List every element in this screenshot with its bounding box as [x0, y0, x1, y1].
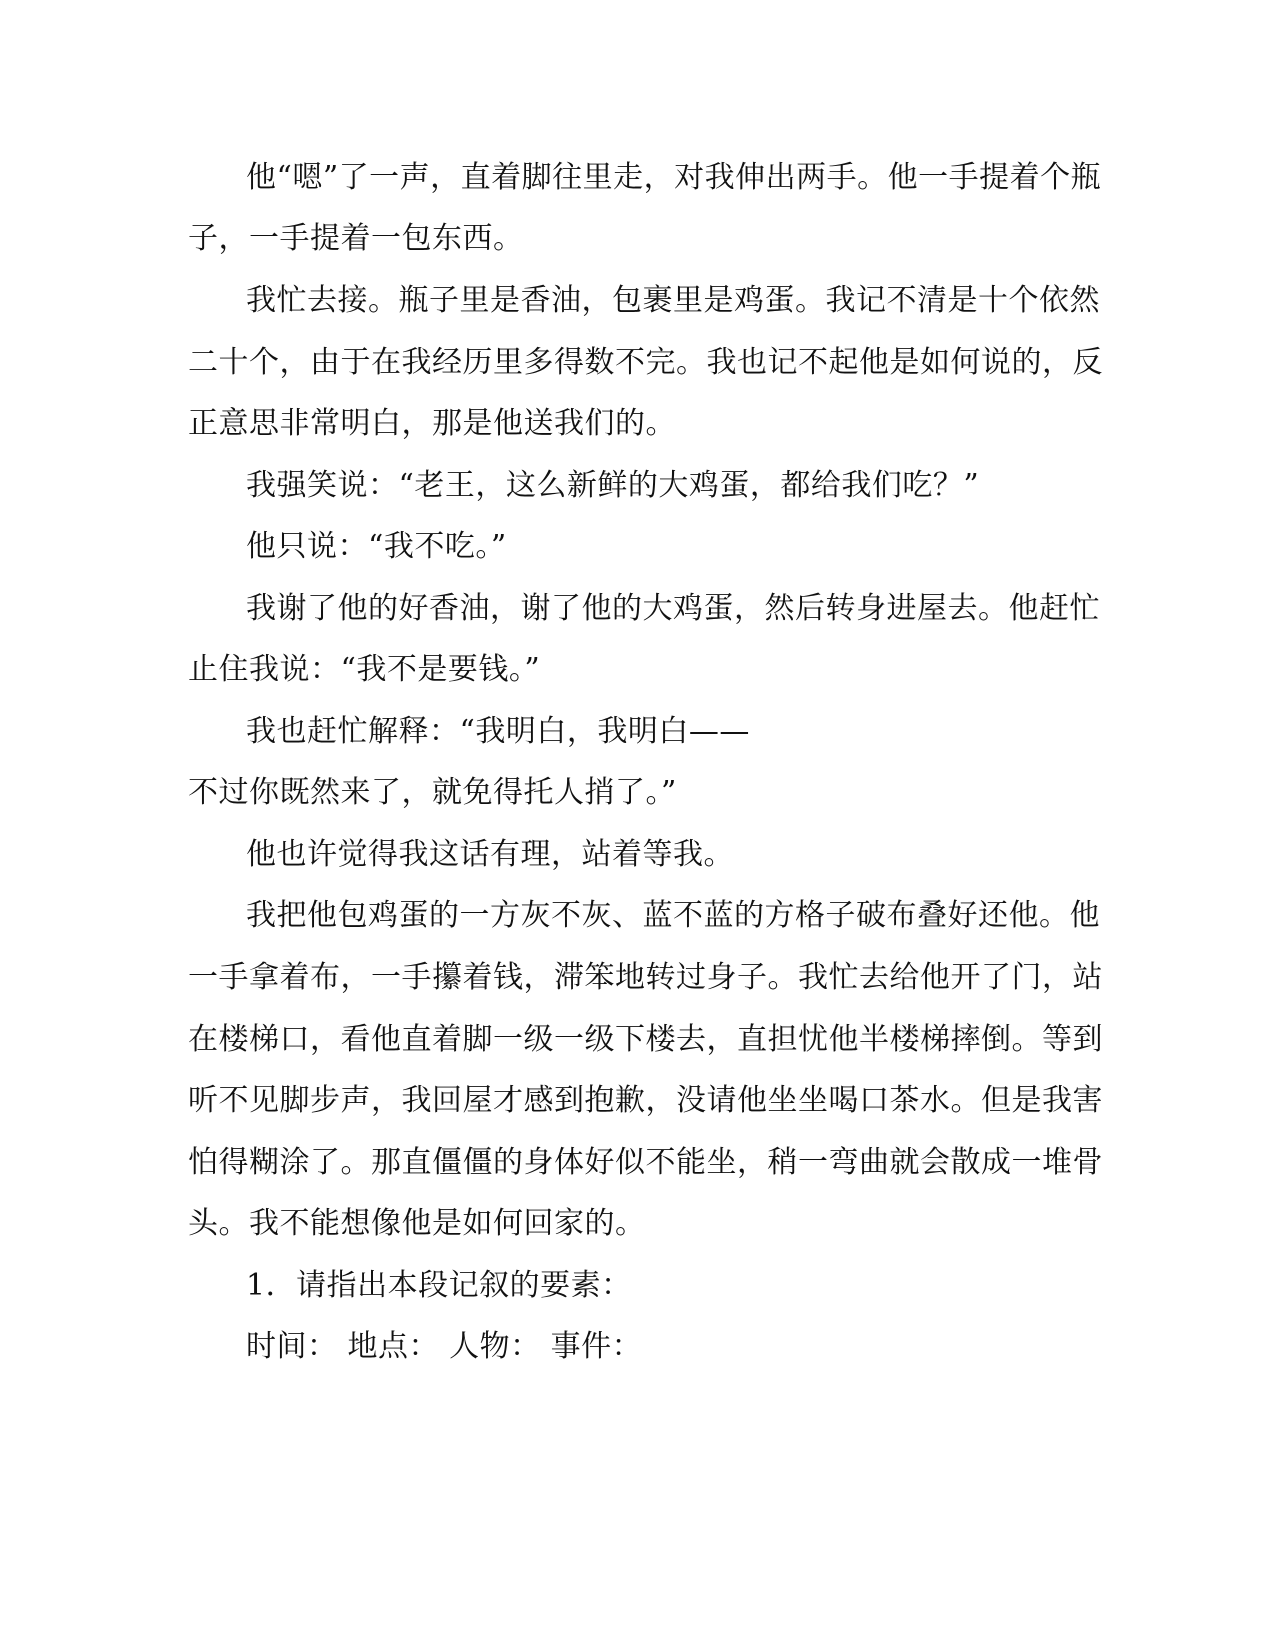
- text-line: 听不见脚步声，我回屋才感到抱歉，没请他坐坐喝口茶水。但是我害: [188, 1083, 1103, 1118]
- text-line: 他只说：“我不吃。”: [246, 529, 507, 564]
- text-line: 止住我说：“我不是要钱。”: [188, 652, 541, 687]
- text-line: 我谢了他的好香油，谢了他的大鸡蛋，然后转身进屋去。他赶忙: [246, 591, 1100, 626]
- text-line: 我忙去接。瓶子里是香油，包裹里是鸡蛋。我记不清是十个依然: [246, 283, 1100, 318]
- text-line: 不过你既然来了，就免得托人捎了。”: [188, 775, 677, 810]
- question-line: 1．请指出本段记叙的要素：: [246, 1268, 632, 1303]
- text-line: 他也许觉得我这话有理，站着等我。: [246, 837, 734, 872]
- text-line: 一手拿着布，一手攥着钱，滞笨地转过身子。我忙去给他开了门，站: [188, 960, 1103, 995]
- text-line: 正意思非常明白，那是他送我们的。: [188, 406, 676, 441]
- text-line: 怕得糊涂了。那直僵僵的身体好似不能坐，稍一弯曲就会散成一堆骨: [188, 1145, 1103, 1180]
- text-line: 我强笑说：“老王，这么新鲜的大鸡蛋，都给我们吃？”: [246, 468, 980, 503]
- text-line: 我把他包鸡蛋的一方灰不灰、蓝不蓝的方格子破布叠好还他。他: [246, 898, 1100, 933]
- text-line: 子，一手提着一包东西。: [188, 221, 524, 256]
- text-line: 二十个，由于在我经历里多得数不完。我也记不起他是如何说的，反: [188, 345, 1103, 380]
- text-line: 在楼梯口，看他直着脚一级一级下楼去，直担忧他半楼梯摔倒。等到: [188, 1022, 1103, 1057]
- text-line: 头。我不能想像他是如何回家的。: [188, 1206, 646, 1241]
- text-line: 我也赶忙解释：“我明白，我明白——: [246, 714, 750, 749]
- text-line: 他“嗯”了一声，直着脚往里走，对我伸出两手。他一手提着个瓶: [246, 160, 1102, 195]
- answer-prompt-line: 时间： 地点： 人物： 事件：: [246, 1329, 643, 1364]
